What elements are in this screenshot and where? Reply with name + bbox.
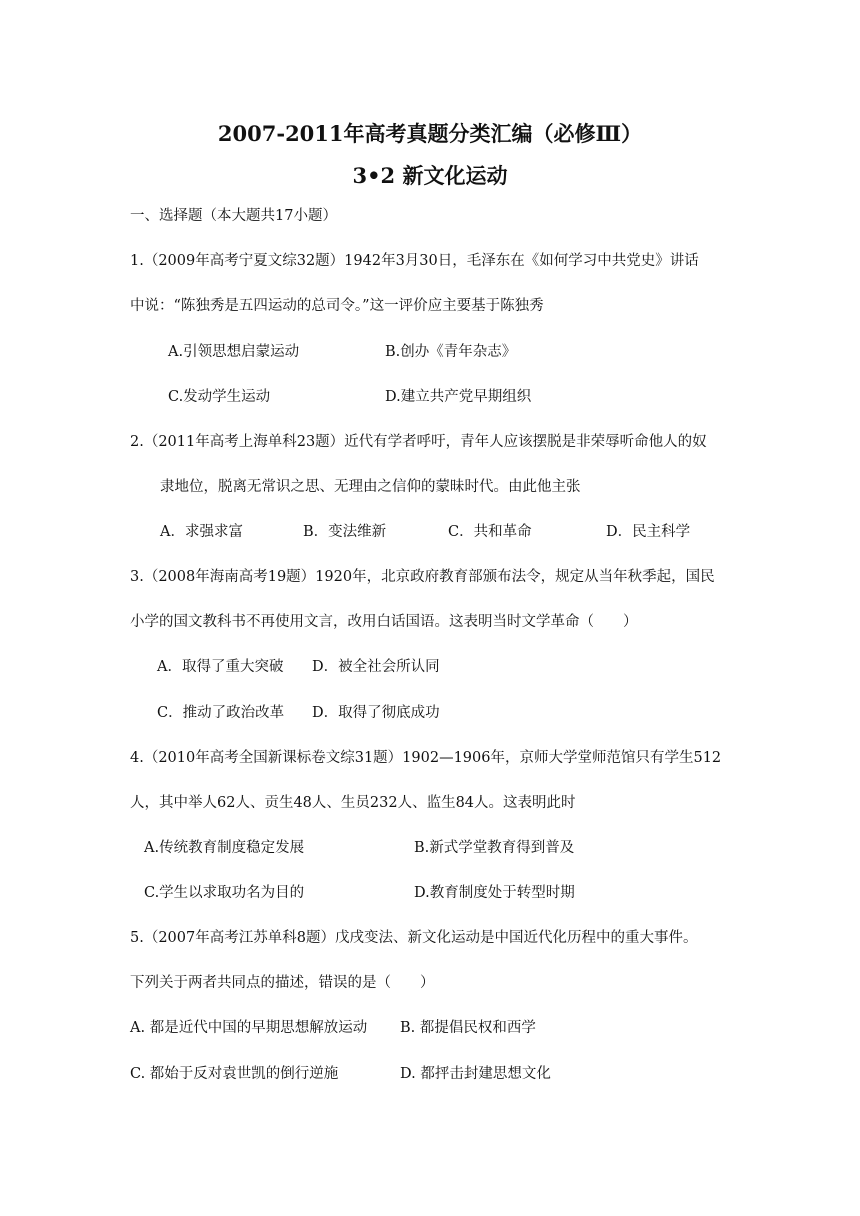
question-2-line-2: 隶地位，脱离无常识之思、无理由之信仰的蒙昧时代。由此他主张 bbox=[160, 479, 581, 495]
question-5-line-1: 5.（2007年高考江苏单科8题）戊戌变法、新文化运动是中国近代化历程中的重大事件。 bbox=[130, 930, 698, 946]
question-5-line-2: 下列关于两者共同点的描述，错误的是（ ） bbox=[130, 975, 435, 991]
question-1-option-b: B.创办《青年杂志》 bbox=[385, 344, 517, 360]
question-2-option-d: D．民主科学 bbox=[606, 524, 691, 540]
question-3-line-1: 3.（2008年海南高考19题）1920年，北京政府教育部颁布法令，规定从当年秋季起，国民 bbox=[130, 569, 715, 585]
question-5-option-c: C. 都始于反对袁世凯的倒行逆施 bbox=[130, 1066, 339, 1082]
document-subtitle: 3•2 新文化运动 bbox=[352, 163, 508, 188]
question-4-option-a: A.传统教育制度稳定发展 bbox=[144, 840, 305, 856]
question-4-line-1: 4.（2010年高考全国新课标卷文综31题）1902—1906年，京师大学堂师范馆只有学生512 bbox=[130, 750, 722, 766]
question-5-option-b: B. 都提倡民权和西学 bbox=[400, 1020, 536, 1036]
question-2-option-c: C．共和革命 bbox=[448, 524, 532, 540]
section-heading: 一、选择题（本大题共17小题） bbox=[130, 208, 337, 224]
question-4-line-2: 人，其中举人62人、贡生48人、生员232人、监生84人。这表明此时 bbox=[130, 795, 576, 811]
question-1-option-a: A.引领思想启蒙运动 bbox=[168, 344, 300, 360]
question-1-option-c: C.发动学生运动 bbox=[168, 389, 271, 405]
question-3-line-2: 小学的国文教科书不再使用文言，改用白话国语。这表明当时文学革命（ ） bbox=[130, 614, 638, 630]
question-3-option-d-first: D．被全社会所认同 bbox=[312, 659, 440, 675]
question-2-option-b: B．变法维新 bbox=[303, 524, 387, 540]
question-4-option-b: B.新式学堂教育得到普及 bbox=[414, 840, 575, 856]
question-3-option-a: A．取得了重大突破 bbox=[157, 659, 284, 675]
question-4-option-d: D.教育制度处于转型时期 bbox=[414, 885, 575, 901]
question-5-option-a: A. 都是近代中国的早期思想解放运动 bbox=[130, 1020, 368, 1036]
question-4-option-c: C.学生以求取功名为目的 bbox=[144, 885, 305, 901]
document-title: 2007-2011年高考真题分类汇编（必修Ⅲ） bbox=[217, 121, 643, 146]
question-3-option-c: C．推动了政治改革 bbox=[157, 705, 285, 721]
question-3-option-d: D．取得了彻底成功 bbox=[312, 705, 440, 721]
question-1-line-1: 1.（2009年高考宁夏文综32题）1942年3月30日，毛泽东在《如何学习中共党史》讲话 bbox=[130, 253, 699, 269]
question-2-option-a: A．求强求富 bbox=[160, 524, 243, 540]
question-2-line-1: 2.（2011年高考上海单科23题）近代有学者呼吁，青年人应该摆脱是非荣辱听命他人的奴 bbox=[130, 434, 707, 450]
question-1-option-d: D.建立共产党早期组织 bbox=[385, 389, 532, 405]
question-5-option-d: D. 都抨击封建思想文化 bbox=[400, 1066, 551, 1082]
question-1-line-2: 中说：“陈独秀是五四运动的总司令。”这一评价应主要基于陈独秀 bbox=[130, 298, 544, 314]
